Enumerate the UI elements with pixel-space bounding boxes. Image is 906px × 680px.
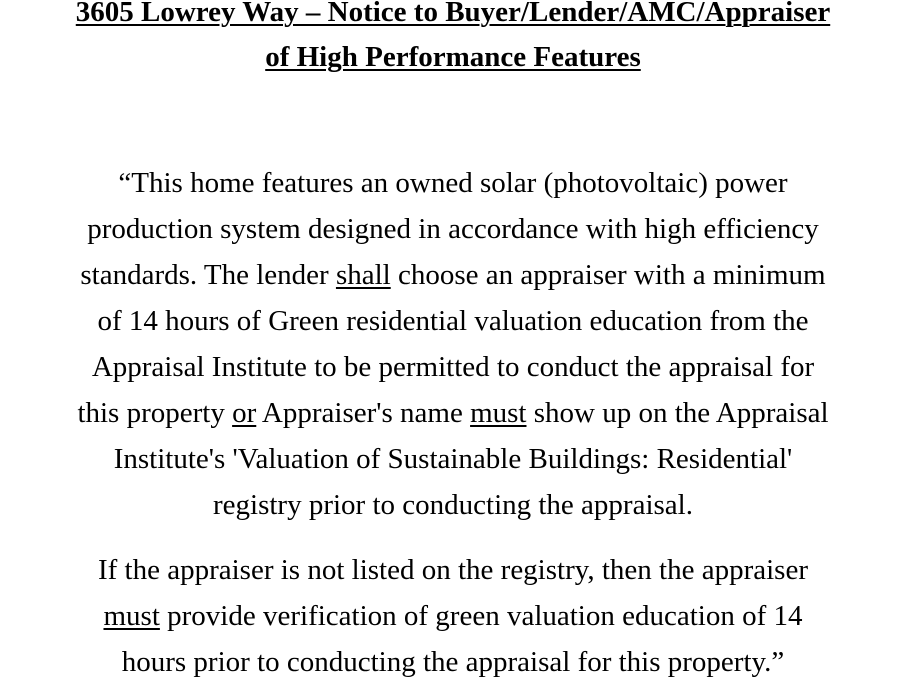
notice-title-line-2 xyxy=(0,42,906,72)
paragraph-1-line-6 xyxy=(0,390,906,436)
paragraph-2-line-1: If the appraiser is not listed on the registry, then the appraiser xyxy=(97,554,808,586)
notice-title-text-2: of High Performance Features xyxy=(265,41,641,73)
paragraph-1-line-5: Appraisal Institute to be permitted to conduct the appraisal for xyxy=(91,351,815,383)
notice-title-text-1: 3605 Lowrey Way – Notice to Buyer/Lender/AMC/Appraiser xyxy=(75,0,831,28)
emphasis-shall: shall xyxy=(335,259,391,291)
notice-title-line-1 xyxy=(0,0,906,27)
paragraph-2-line-2 xyxy=(0,593,906,639)
paragraph-1-line-3 xyxy=(0,252,906,298)
line-6-text-c: show up on the Appraisal xyxy=(526,397,829,429)
line-3-text-a: standards. The lender xyxy=(80,259,336,291)
paragraph-1-line-8: registry prior to conducting the appraisal. xyxy=(213,489,693,521)
paragraph-1-line-7: Institute's 'Valuation of Sustainable Buildings: Residential' xyxy=(113,443,793,475)
paragraph-1-line-1: “This home features an owned solar (photovoltaic) power xyxy=(118,167,788,199)
paragraph-2-line-3: hours prior to conducting the appraisal for this property.” xyxy=(121,646,785,678)
notice-paragraph-1 xyxy=(0,160,906,528)
line-2-text-b: provide verification of green valuation education of 14 xyxy=(159,600,803,632)
emphasis-or: or xyxy=(232,397,257,429)
notice-paragraph-2 xyxy=(0,547,906,680)
emphasis-must-2: must xyxy=(103,600,160,632)
paragraph-1-line-4: of 14 hours of Green residential valuation education from the xyxy=(97,305,809,337)
line-6-text-b: Appraiser's name xyxy=(256,397,471,429)
line-3-text-b: choose an appraiser with a minimum xyxy=(390,259,826,291)
emphasis-must: must xyxy=(470,397,527,429)
line-6-text-a: this property xyxy=(77,397,233,429)
paragraph-1-line-2: production system designed in accordance with high efficiency xyxy=(87,213,819,245)
